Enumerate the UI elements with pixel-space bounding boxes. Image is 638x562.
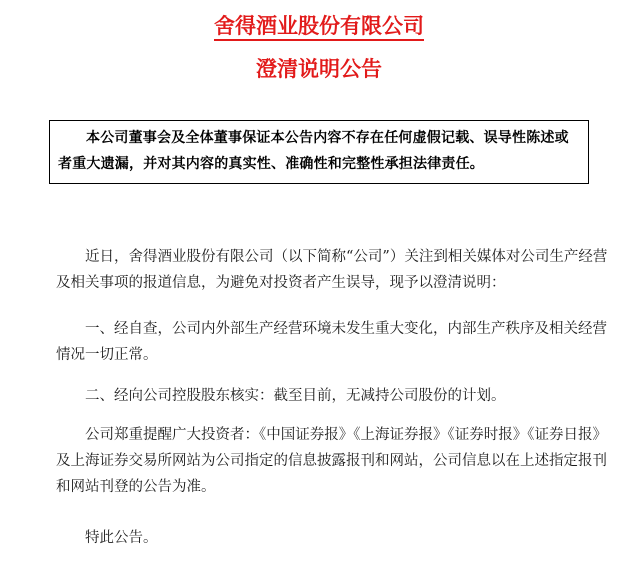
announcement-title: 澄清说明公告 — [256, 57, 382, 81]
paragraph-intro — [56, 244, 612, 296]
notice-text: 本公司董事会及全体董事保证本公告内容不存在任何虚假记载、误导性陈述或者重大遗漏，并对其内容的真实性、准确性和完整性承担法律责任。 — [58, 130, 569, 172]
paragraph-closing — [56, 525, 612, 551]
paragraph-item-2 — [56, 383, 612, 409]
paragraph-item-1 — [56, 316, 612, 368]
paragraph-closing-text: 特此公告。 — [85, 530, 158, 546]
company-name-heading — [0, 12, 638, 40]
paragraph-item-1-text: 一、经自查，公司内外部生产经营环境未发生重大变化，内部生产秩序及相关经营情况一切正常。 — [56, 321, 607, 363]
paragraph-reminder-text: 公司郑重提醒广大投资者：《中国证券报》《上海证券报》《证券时报》《证券日报》及上海证券交易所网站为公司指定的信息披露报刊和网站，公司信息以在上述指定报刊和网站刊登的公告为准。 — [56, 427, 607, 495]
paragraph-reminder — [56, 422, 612, 500]
board-guarantee-notice — [49, 120, 589, 184]
paragraph-item-2-text: 二、经向公司控股股东核实：截至目前，无减持公司股份的计划。 — [85, 388, 506, 404]
company-name: 舍得酒业股份有限公司 — [214, 14, 424, 41]
paragraph-intro-text: 近日，舍得酒业股份有限公司（以下简称“公司”）关注到相关媒体对公司生产经营及相关事项的报道信息，为避免对投资者产生误导，现予以澄清说明： — [56, 249, 608, 291]
